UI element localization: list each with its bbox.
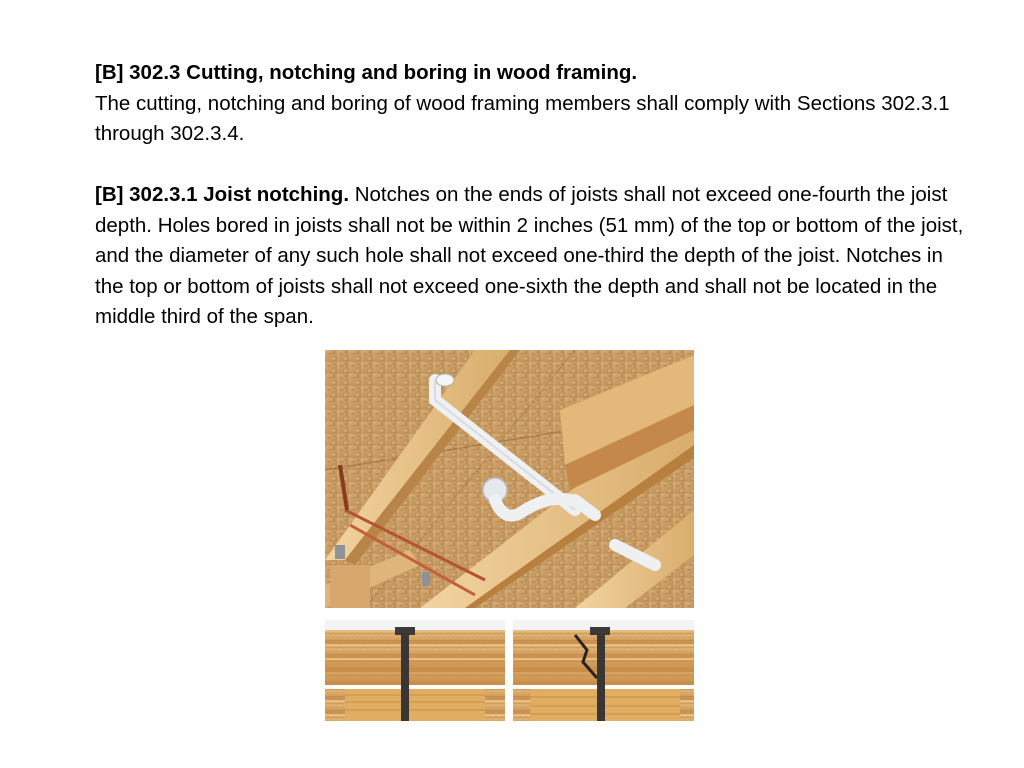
section-302-3-1 — [95, 180, 975, 333]
section-302-3-body: The cutting, notching and boring of wood framing members shall comply with Sections 302.3.1 through 302.3.4. — [95, 91, 950, 145]
bottom-left-photo-strap-repair — [325, 620, 505, 721]
section-302-3 — [95, 58, 975, 150]
section-302-3-heading: [B] 302.3 Cutting, notching and boring in wood framing. — [95, 61, 638, 84]
section-302-3-1-body: Notches on the ends of joists shall not exceed one-fourth the joist depth. Holes bored in joists shall not be within 2 inches (51 mm) of the top or bottom of the joist, and the diameter of any such hole shall not exceed one-third the depth of the joist. Notches in the top or bottom of joists shall not exceed one-sixth the depth and shall not be located in the middle third of the span. — [95, 183, 964, 328]
bottom-right-photo-cracked-joist — [513, 620, 694, 721]
joist-photos — [325, 350, 694, 721]
top-photo-ceiling-joists — [325, 350, 694, 608]
section-302-3-1-heading: [B] 302.3.1 Joist notching. — [95, 183, 350, 206]
